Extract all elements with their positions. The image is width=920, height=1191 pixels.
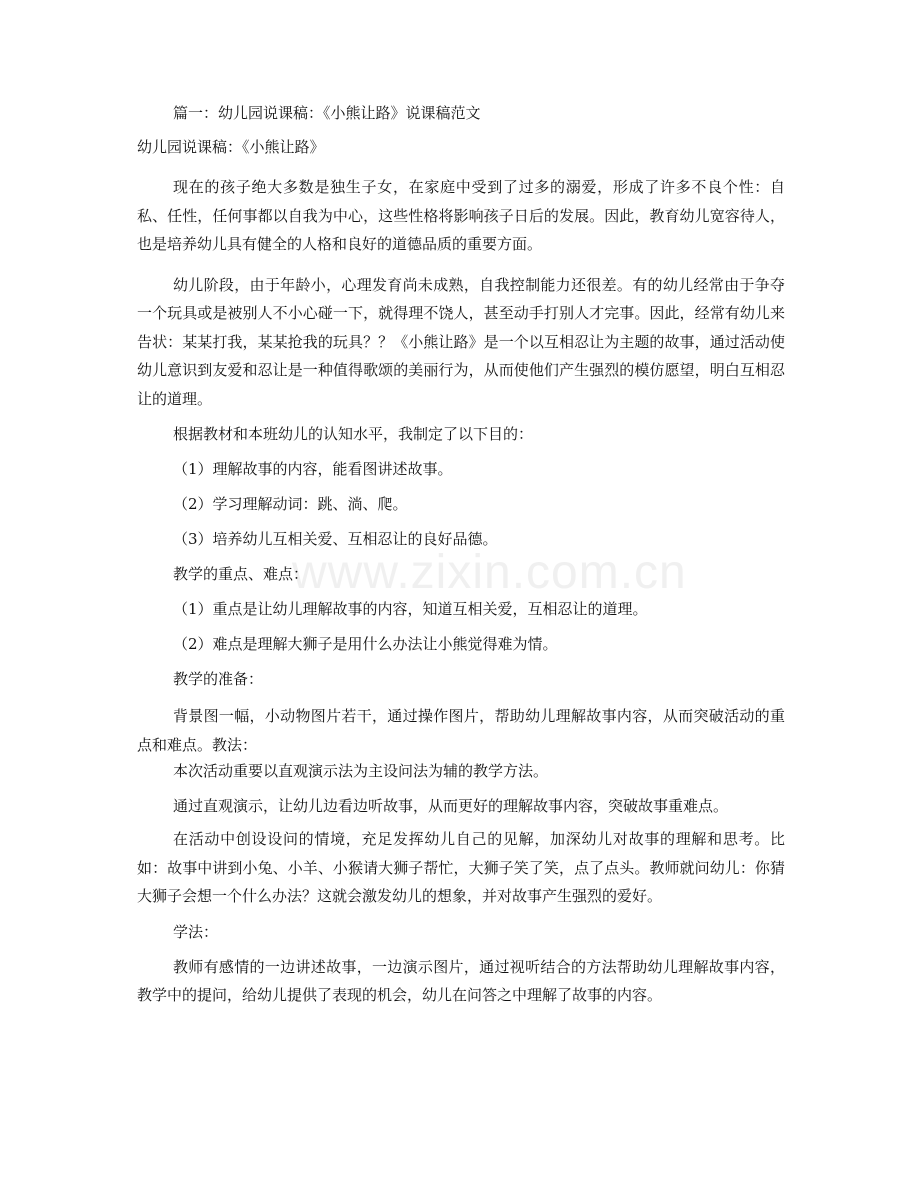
method-paragraph: 在活动中创设设问的情境，充足发挥幼儿自己的见解，加深幼儿对故事的理解和思考。比如：故事中讲到小兔、小羊、小猴请大狮子帮忙，大狮子笑了笑，点了点头。教师就问幼儿：你猜大狮子会想一个什么办法？这就会激发幼儿的想象，并对故事产生强烈的爱好。 [137, 830, 785, 905]
goal-item: （3）培养幼儿互相关爱、互相忍让的良好品德。 [173, 530, 498, 548]
key-point-item: （2）难点是理解大狮子是用什么办法让小熊觉得难为情。 [173, 635, 558, 653]
goal-item: （2）学习理解动词：跳、淌、爬。 [173, 495, 408, 513]
goal-item: （1）理解故事的内容，能看图讲述故事。 [173, 460, 453, 478]
study-paragraph: 教师有感情的一边讲述故事，一边演示图片，通过视听结合的方法帮助幼儿理解故事内容，教学中的提问，给幼儿提供了表现的机会，幼儿在问答之中理解了故事的内容。 [137, 957, 785, 1004]
preparation-text: 背景图一幅，小动物图片若干，通过操作图片，帮助幼儿理解故事内容，从而突破活动的重点和难点。教法： [137, 707, 785, 754]
paragraph-intro: 现在的孩子绝大多数是独生子女，在家庭中受到了过多的溺爱，形成了许多不良个性：自私、任性，任何事都以自我为中心，这些性格将影响孩子日后的发展。因此，教育幼儿宽容待人，也是培养幼儿具有健全的人格和良好的道德品质的重要方面。 [137, 178, 785, 253]
key-points-heading: 教学的重点、难点： [173, 565, 309, 583]
document-title: 篇一：幼儿园说课稿：《小熊让路》说课稿范文 [173, 104, 481, 122]
document-content [137, 104, 785, 1010]
document-subtitle: 幼儿园说课稿：《小熊让路》 [137, 138, 325, 156]
method-line: 本次活动重要以直观演示法为主设问法为辅的教学方法。 [173, 762, 549, 780]
watermark: www.zixin.com.cn [292, 546, 687, 599]
study-heading: 学法： [173, 922, 219, 941]
preparation-heading: 教学的准备： [173, 670, 264, 688]
goals-intro: 根据教材和本班幼儿的认知水平，我制定了以下目的： [173, 425, 534, 443]
key-point-item: （1）重点是让幼儿理解故事的内容，知道互相关爱，互相忍让的道理。 [173, 600, 648, 618]
method-line: 通过直观演示，让幼儿边看边听故事，从而更好的理解故事内容，突破故事重难点。 [173, 797, 729, 815]
paragraph-stage: 幼儿阶段，由于年龄小，心理发育尚未成熟，自我控制能力还很差。有的幼儿经常由于争夺一个玩具或是被别人不小心碰一下，就得理不饶人，甚至动手打别人才完事。因此，经常有幼儿来告状：某某打我，某某抢我的玩具？？《小熊让路》是一个以互相忍让为主题的故事，通过活动使幼儿意识到友爱和忍让是一种值得歌颂的美丽行为，从而使他们产生强烈的模仿愿望，明白互相忍让的道理。 [137, 275, 785, 408]
